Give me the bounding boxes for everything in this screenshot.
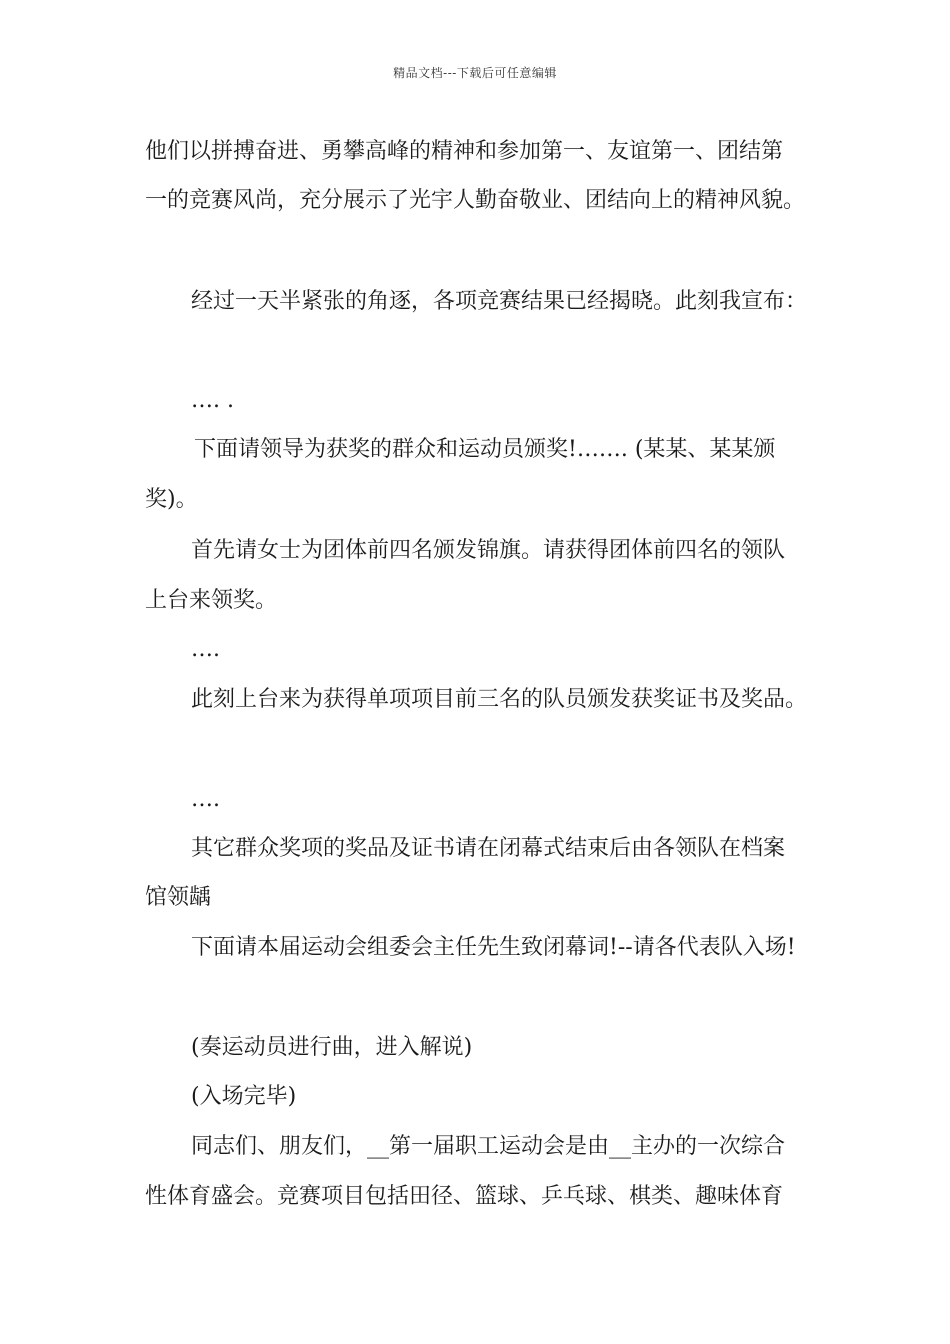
text-line-10: 馆领龋 xyxy=(145,885,212,910)
text-line-3: 经过一天半紧张的角逐，各项竞赛结果已经揭晓。此刻我宣布： xyxy=(191,289,808,314)
text-line-1: 他们以拼搏奋进、勇攀高峰的精神和参加第一、友谊第一、团结第 xyxy=(145,139,784,164)
ellipsis-line-3: …. xyxy=(191,787,220,812)
text-line-4: 下面请领导为获奖的群众和运动员颁奖!……. (某某、某某颁 xyxy=(194,437,776,462)
ellipsis-line-1: …. . xyxy=(191,388,234,413)
text-line-9: 其它群众奖项的奖品及证书请在闭幕式结束后由各领队在档案 xyxy=(191,836,786,861)
text-line-14: 同志们、朋友们，__第一届职工运动会是由__主办的一次综合 xyxy=(191,1134,786,1159)
text-line-2: 一的竞赛风尚，充分展示了光宇人勤奋敬业、团结向上的精神风貌。 xyxy=(145,188,806,213)
text-line-8: 此刻上台来为获得单项项目前三名的队员颁发获奖证书及奖品。 xyxy=(191,687,808,712)
page-header: 精品文档---下载后可任意编辑 xyxy=(393,66,557,80)
text-line-12: (奏运动员进行曲，进入解说) xyxy=(191,1035,473,1060)
text-line-11: 下面请本届运动会组委会主任先生致闭幕词!--请各代表队入场! xyxy=(191,935,796,960)
text-line-7: 上台来领奖。 xyxy=(145,588,278,613)
text-line-5: 奖)。 xyxy=(145,487,198,512)
text-line-6: 首先请女士为团体前四名颁发锦旗。请获得团体前四名的领队 xyxy=(191,538,786,563)
ellipsis-line-2: …. xyxy=(191,637,220,662)
text-line-15: 性体育盛会。竞赛项目包括田径、篮球、乒乓球、棋类、趣味体育 xyxy=(145,1184,784,1209)
text-line-13: (入场完毕) xyxy=(191,1084,297,1109)
